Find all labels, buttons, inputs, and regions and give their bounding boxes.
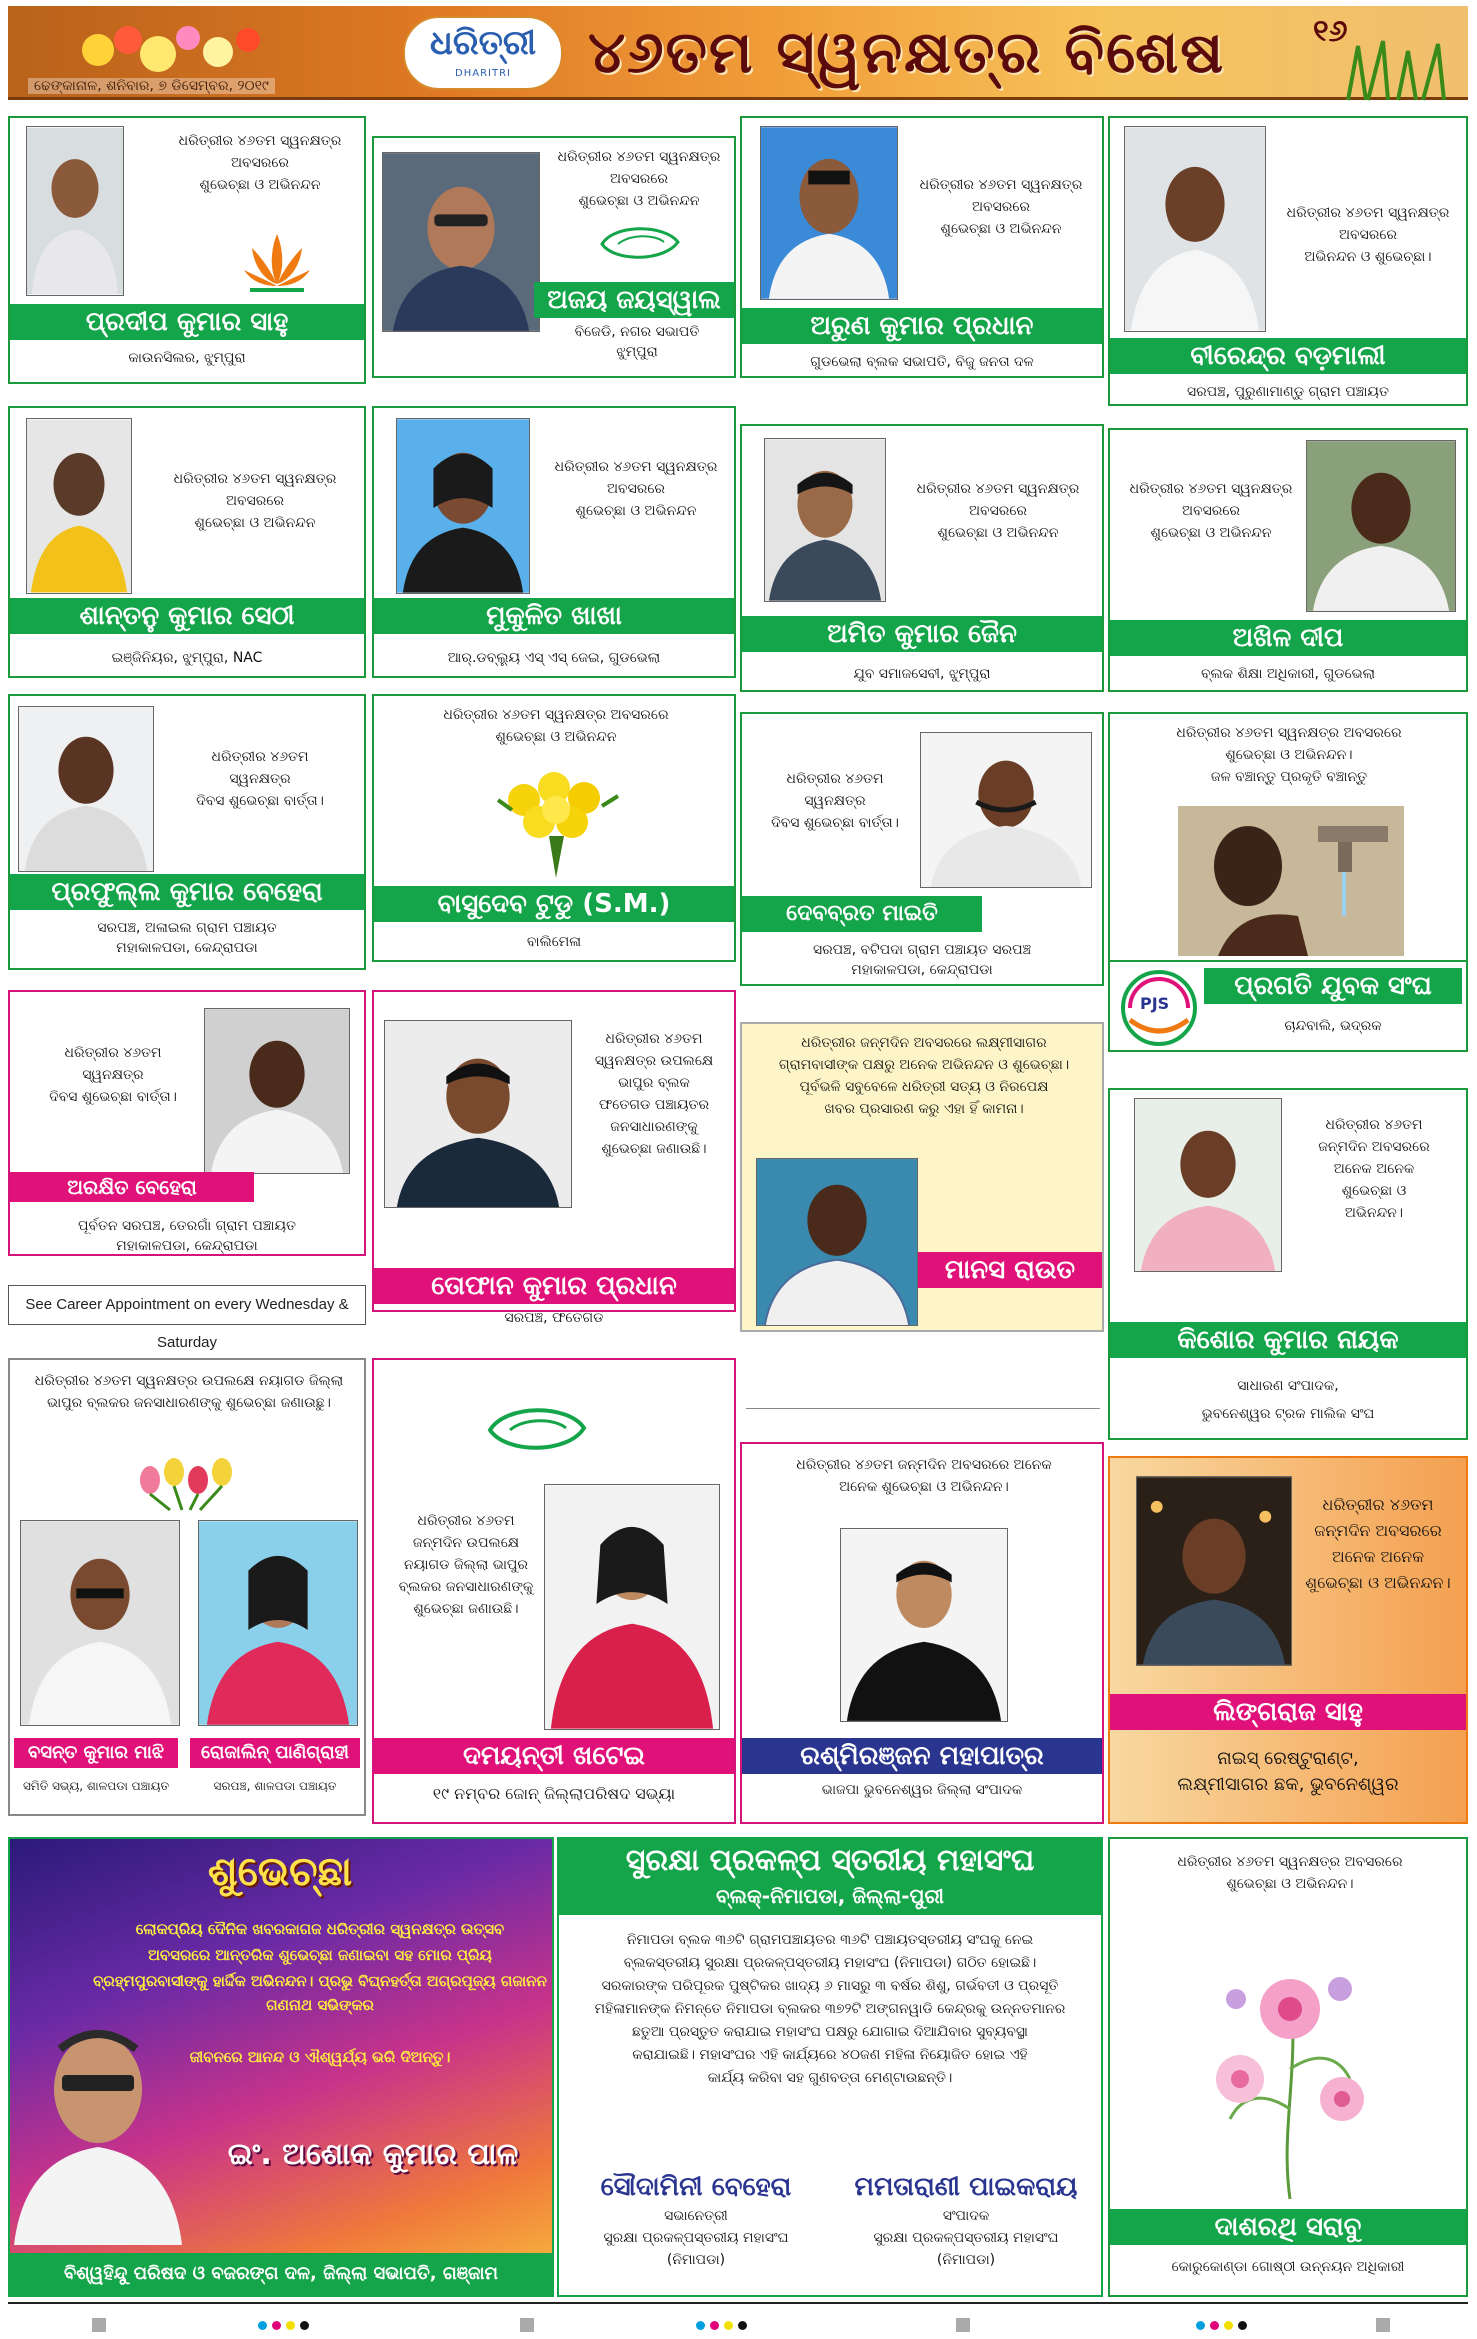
greeting-line: ଶୁଭେଚ୍ଛା ଓ ଅଭିନନ୍ଦନ	[194, 515, 316, 531]
greeting-line: ଜୀବନରେ ଆନନ୍ଦ ଓ ଐଶ୍ୱର୍ଯ୍ୟ ଭରି ଦିଅନ୍ତୁ।	[189, 2048, 451, 2066]
portrait-photo	[760, 126, 898, 300]
greeting-line: ଧରିତ୍ରୀର ୪୬ତମ ସ୍ୱନକ୍ଷତ୍ର ଅବସରରେ	[1176, 725, 1402, 741]
person-name: ବୀରେନ୍ଦ୍ର ବଡ଼ମାଲୀ	[1110, 338, 1466, 374]
greeting-line: ଶୁଭେଚ୍ଛା ଜଣାଉଛି।	[601, 1141, 707, 1157]
grass-decoration-icon	[1338, 36, 1468, 100]
greeting-line: ସ୍ୱନକ୍ଷତ୍ର	[229, 771, 291, 787]
designation: ଲକ୍ଷ୍ମୀସାଗର ଛକ, ଭୁବନେଶ୍ୱର	[1177, 1774, 1399, 1795]
person-name: ସୌଦାମିନୀ ବେହେରା	[600, 2172, 792, 2202]
designation: ସରପଞ୍ଚ, ଶାଳପଡା ପଞ୍ଚାୟତ	[213, 1779, 337, 1793]
yellow-rose-bouquet-icon	[484, 760, 634, 880]
designation: ଭାଜପା ଭୁବନେଶ୍ୱର ଜିଲ୍ଲା ସଂପାଦକ	[821, 1782, 1023, 1798]
greeting-line: ଅବସରରେ	[607, 481, 665, 497]
ad-card	[1108, 116, 1468, 406]
masthead-banner	[8, 6, 1468, 100]
greeting-line: ଧରିତ୍ରୀର ୪୬ତମ ସ୍ୱନକ୍ଷତ୍ର ଉପଲକ୍ଷେ ନୟାଗଡ ଜିଲ୍ଲା	[34, 1373, 344, 1389]
designation: ସୁରକ୍ଷା ପ୍ରକଳ୍ପସ୍ତରୀୟ ମହାସଂଘ	[603, 2230, 789, 2246]
portrait-photo	[10, 1979, 186, 2245]
description-line: କରାଯାଇଛି। ମହାସଂଘର ଏହି କାର୍ଯ୍ୟରେ ୪୦ଜଣ ମହିଳା ନିୟୋଜିତ ହୋଇ ଏହି	[632, 2047, 1028, 2063]
career-notice: See Career Appointment on every Wednesday & Saturday	[8, 1285, 366, 1325]
designation: ବ୍ଲକ ଶିକ୍ଷା ଅଧିକାରୀ, ଗୁଡଭେଲା	[1200, 666, 1376, 682]
greeting-line: ଫତେଗଡ ପଞ୍ଚାୟତର	[598, 1097, 710, 1113]
ad-card	[1108, 960, 1468, 1052]
designation: ମହାକାଳପଡା, କେନ୍ଦ୍ରାପଡା	[116, 1238, 258, 1254]
water-tap-child-photo	[1178, 806, 1404, 956]
ad-card	[372, 1358, 736, 1824]
greeting-line: ଧରିତ୍ରୀର ୪୬ତମ ସ୍ୱନକ୍ଷତ୍ର	[1129, 481, 1293, 497]
designation: ଚାନ୍ଦବାଲି, ଭଦ୍ରକ	[1284, 1018, 1382, 1034]
designation: ଝୁମ୍ପୁରା	[616, 344, 658, 360]
person-name: ବସନ୍ତ କୁମାର ମାଝି	[14, 1738, 178, 1768]
lotus-icon	[240, 226, 314, 296]
greeting-line: ଧରିତ୍ରୀର ୪୬ତମ ଜନ୍ମଦିନ ଅବସରରେ ଅନେକ	[796, 1457, 1052, 1473]
person-name: ଦାଶରଥି ସରାବୁ	[1110, 2209, 1466, 2245]
greeting-line: ଧରିତ୍ରୀର ୪୬ତମ ସ୍ୱନକ୍ଷତ୍ର ଅବସରରେ	[443, 707, 669, 723]
ad-card	[1108, 1837, 1468, 2297]
greeting-line: ଦିବସ ଶୁଭେଚ୍ଛା ବାର୍ତ୍ତା।	[49, 1089, 177, 1105]
greeting-line: ଦିବସ ଶୁଭେଚ୍ଛା ବାର୍ତ୍ତା।	[771, 815, 899, 831]
conch-icon	[482, 1400, 592, 1460]
person-name: ପ୍ରଫୁଲ୍ଲ କୁମାର ବେହେରା	[10, 874, 364, 910]
greeting-line: ଧରିତ୍ରୀର ୪୬ତମ ସ୍ୱନକ୍ଷତ୍ର ଅବସରରେ	[1177, 1854, 1403, 1870]
ad-card	[740, 1442, 1104, 1824]
divider	[746, 1408, 1100, 1409]
greeting-line: ଖବର ପ୍ରସାରଣ କରୁ ଏହା ହିଁ କାମନା।	[824, 1101, 1024, 1117]
conch-icon	[594, 218, 684, 268]
portrait-photo	[1136, 1476, 1292, 1666]
ad-card	[8, 990, 366, 1256]
designation: (ନିମାପଡା)	[666, 2252, 726, 2268]
greeting-line: ଗ୍ରାମବାସୀଙ୍କ ପକ୍ଷରୁ ଅନେକ ଅଭିନନ୍ଦନ ଓ ଶୁଭେଚ୍ଛା।	[778, 1057, 1070, 1073]
dharitri-logo	[403, 16, 563, 90]
portrait-photo	[384, 1020, 572, 1208]
designation: ସମିତି ସଭ୍ୟ, ଶାଳପଡା ପଞ୍ଚାୟତ	[22, 1779, 170, 1793]
portrait-photo	[204, 1008, 350, 1174]
page-title: ୪୬ତମ ସ୍ୱନକ୍ଷତ୍ର ବିଶେଷ	[588, 18, 1226, 86]
person-name: ମୁକୁଳିତ ଖାଖା	[374, 598, 734, 634]
designation: ସରପଞ୍ଚ, ବଟିପଦା ଗ୍ରାମ ପଞ୍ଚାୟତ ସରପଞ୍ଚ	[812, 942, 1032, 958]
flower-illustration-icon	[1180, 1929, 1400, 2199]
greeting-line: ଶୁଭେଚ୍ଛା ଓ ଅଭିନନ୍ଦନ	[940, 221, 1062, 237]
designation: ନାଇସ୍ ରେଷ୍ଟୁରାଣ୍ଟ,	[1217, 1748, 1359, 1769]
ad-card	[372, 990, 736, 1326]
person-name: ଅରୁଣ କୁମାର ପ୍ରଧାନ	[742, 308, 1102, 344]
description-line: ଛତୁଆ ପ୍ରସ୍ତୁତ କରାଯାଇ ମହାସଂଘ ପକ୍ଷରୁ ଯୋଗାଇ ଦିଆଯିବାର ସୁବ୍ୟବସ୍ଥା	[631, 2024, 1028, 2040]
designation: (ନିମାପଡା)	[936, 2252, 996, 2268]
greeting-line: ଭାପୁର ବ୍ଲକ	[618, 1075, 690, 1091]
greeting-line: ଧରିତ୍ରୀର ୪୬ତମ ସ୍ୱନକ୍ଷତ୍ର	[919, 177, 1083, 193]
greeting-line: ଧରିତ୍ରୀର ୪୬ତମ	[64, 1045, 162, 1061]
portrait-photo	[756, 1158, 918, 1326]
designation: ୧୯ ନମ୍ବର ଜୋନ୍ ଜିଲ୍ଲାପରିଷଦ ସଭ୍ୟା	[432, 1784, 676, 1803]
designation: କାଉନସିଲର, ଝୁମ୍ପୁରା	[128, 350, 246, 366]
dateline: ଢେଙ୍କାନାଳ, ଶନିବାର, ୭ ଡିସେମ୍ବର, ୨୦୧୯	[28, 78, 275, 94]
ad-card	[8, 406, 366, 678]
greeting-advertisement	[8, 1837, 554, 2297]
ad-card	[372, 136, 736, 378]
organization-description	[571, 1929, 1089, 2090]
greeting-line: ଅବସରରେ	[610, 171, 668, 187]
portrait-photo	[396, 418, 530, 594]
designation: ବାଲିମେଳା	[526, 934, 582, 950]
designation: ଭୁବନେଶ୍ୱର ଟ୍ରକ ମାଲିକ ସଂଘ	[1201, 1406, 1375, 1422]
person-name: ପ୍ରଦୀପ କୁମାର ସାହୁ	[10, 304, 364, 340]
greeting-line: ଶୁଭେଚ୍ଛା ଓ ଅଭିନନ୍ଦନ	[495, 729, 617, 745]
tulip-bouquet-icon	[130, 1450, 250, 1510]
greeting-line: ଭାପୁର ବ୍ଲକର ଜନସାଧାରଣଙ୍କୁ ଶୁଭେଚ୍ଛା ଜଣାଉଛୁ।	[47, 1395, 331, 1411]
organization-name: ପ୍ରଗତି ଯୁବକ ସଂଘ	[1204, 968, 1462, 1004]
greeting-line: ଧରିତ୍ରୀର ୪୬ତମ ସ୍ୱନକ୍ଷତ୍ର	[557, 149, 721, 165]
portrait-photo	[26, 126, 124, 296]
person-name: ଇଂ. ଅଶୋକ କୁମାର ପାଳ	[227, 2137, 519, 2172]
bottom-rule	[8, 2302, 1468, 2304]
greeting-line: ଧରିତ୍ରୀର ଜନ୍ମଦିନ ଅବସରରେ ଲକ୍ଷ୍ମୀସାଗର	[801, 1035, 1047, 1051]
description-line: କାର୍ଯ୍ୟ କରିବା ସହ ଗୁଣବତ୍ତା ମେଣ୍ଟାଉଛନ୍ତି।	[707, 2070, 953, 2086]
ad-card	[8, 1358, 366, 1816]
signatory-block	[841, 2169, 1091, 2271]
greeting-line: ଶୁଭେଚ୍ଛା ଓ ଅଭିନନ୍ଦନ	[937, 525, 1059, 541]
designation: ସଂପାଦକ	[942, 2208, 990, 2224]
designation: କୋରୁକୋଣ୍ଡା ଗୋଷ୍ଠୀ ଉନ୍ନୟନ ଅଧିକାରୀ	[1171, 2259, 1405, 2275]
greeting-line: ଶୁଭେଚ୍ଛା ଓ ଅଭିନନ୍ଦନ।	[1225, 747, 1353, 763]
page-number: ୧୬	[1313, 14, 1348, 49]
designation: ସରପଞ୍ଚ, ଫତେଗଡ	[504, 1310, 604, 1326]
description-line: ସରକାରଙ୍କ ପରିପୂରକ ପୁଷ୍ଟିକର ଖାଦ୍ୟ ୬ ମାସରୁ ୩ ବର୍ଷର ଶିଶୁ, ଗର୍ଭବତୀ ଓ ପ୍ରସୂତି	[601, 1978, 1059, 1994]
portrait-photo	[1134, 1098, 1282, 1272]
person-name: ଅଖିଳ ଦୀପ	[1110, 620, 1466, 656]
greeting-line: ଶୁଭେଚ୍ଛା ଜଣାଉଛି।	[413, 1601, 519, 1617]
greeting-line: ଅବସରରେ	[969, 503, 1027, 519]
greeting-line: ନୟାଗଡ ଜିଲ୍ଲା ଭାପୁର	[404, 1557, 528, 1573]
person-name: ମମତାରାଣୀ ପାଇକରାୟ	[854, 2172, 1078, 2202]
ad-card	[372, 694, 736, 962]
greeting-line: ଅବସରରେ	[1182, 503, 1240, 519]
logo-text: ଧରିତ୍ରୀ	[429, 23, 537, 63]
ad-card	[372, 406, 736, 678]
greeting-line: ଧରିତ୍ରୀର ୪୬ତମ	[786, 771, 884, 787]
person-name: ରଶ୍ମିରଞ୍ଜନ ମହାପାତ୍ର	[742, 1738, 1102, 1774]
flower-bouquet-icon	[58, 10, 358, 80]
portrait-photo	[26, 418, 132, 594]
ad-card	[1108, 1456, 1468, 1824]
person-name: ଦମୟନ୍ତୀ ଖଟେଇ	[374, 1738, 734, 1774]
greeting-line: ଶୁଭେଚ୍ଛା ଓ ଅଭିନନ୍ଦନ।	[1226, 1876, 1354, 1892]
greeting-line: ସ୍ୱନକ୍ଷତ୍ର ଉପଲକ୍ଷେ	[594, 1053, 714, 1069]
person-name: ଅଜୟ ଜୟସ୍ୱାଲ	[534, 282, 734, 318]
greeting-line: ଧରିତ୍ରୀର ୪୬ତମ ସ୍ୱନକ୍ଷତ୍ର	[554, 459, 718, 475]
greeting-line: ପୂର୍ବଭଳି ସବୁବେଳେ ଧରିତ୍ରୀ ସତ୍ୟ ଓ ନିରପେକ୍ଷ	[799, 1079, 1049, 1095]
greeting-line: ଜଳ ବଞ୍ଚାନ୍ତୁ ପ୍ରକୃତି ବଞ୍ଚାନ୍ତୁ	[1210, 769, 1368, 785]
ad-card	[740, 424, 1104, 692]
ad-card	[8, 116, 366, 384]
logo-subtext: DHARITRI	[455, 68, 511, 79]
print-registration-marks	[0, 2318, 1477, 2334]
person-name: କିଶୋର କୁମାର ନାୟକ	[1110, 1322, 1466, 1358]
greeting-line: ଜନସାଧାରଣଙ୍କୁ	[610, 1119, 698, 1135]
portrait-photo	[1124, 126, 1266, 332]
greeting-line: ଅବସରରେ	[972, 199, 1030, 215]
portrait-photo	[1306, 440, 1456, 612]
person-name: ରୋଜାଲିନ୍ ପାଣିଗ୍ରାହୀ	[190, 1738, 360, 1768]
ad-card	[740, 116, 1104, 378]
designation: ଇଞ୍ଜିନିୟର, ଝୁମ୍ପୁରା, NAC	[111, 650, 263, 666]
designation: ସରପଞ୍ଚ, ଅଳାଇଲ ଗ୍ରାମ ପଞ୍ଚାୟତ	[97, 920, 277, 936]
greeting-line: ସ୍ୱନକ୍ଷତ୍ର	[82, 1067, 144, 1083]
designation: ସରପଞ୍ଚ, ପୁରୁଣାମାଣ୍ଡୁ ଗ୍ରାମ ପଞ୍ଚାୟତ	[1187, 384, 1389, 400]
person-name: ମାନସ ରାଉତ	[918, 1252, 1102, 1288]
designation: ବିଜେଡି, ନଗର ସଭାପତି	[574, 324, 700, 340]
portrait-photo	[840, 1528, 1008, 1722]
greeting-line: ବ୍ରହ୍ମପୁରବାସୀଙ୍କୁ ହାର୍ଦ୍ଦିକ ଅଭିନନ୍ଦନ। ପ୍ରଭୁ ବିଘ୍ନହର୍ତ୍ତା ଅଗ୍ରପୂଜ୍ୟ ଗଜାନନ ଗଣନାଥ ସଭିଙ୍କର	[93, 1972, 547, 2014]
greeting-line: ଧରିତ୍ରୀର ୪୬ତମ	[417, 1513, 515, 1529]
greeting-line: ଜନ୍ମଦିନ ଉପଲକ୍ଷେ	[412, 1535, 520, 1551]
greeting-line: ଶୁଭେଚ୍ଛା ଓ ଅଭିନନ୍ଦନ	[199, 177, 321, 193]
designation: ସୁରକ୍ଷା ପ୍ରକଳ୍ପସ୍ତରୀୟ ମହାସଂଘ	[873, 2230, 1059, 2246]
organization-header	[559, 1839, 1101, 1915]
greeting-line: ସ୍ୱନକ୍ଷତ୍ର	[804, 793, 866, 809]
signatory-block	[571, 2169, 821, 2271]
person-name: ବାସୁଦେବ ଟୁଡୁ (S.M.)	[374, 886, 734, 922]
greeting-line: ଜନ୍ମଦିନ ଅବସରରେ	[1318, 1139, 1430, 1155]
portrait-photo	[20, 1520, 180, 1726]
pjs-logo-text: PJS	[1140, 994, 1170, 1013]
greeting-heading: ଶୁଭେଚ୍ଛା	[207, 1849, 353, 1895]
description-line: ନିମାପଡା ବ୍ଲକ ୩୬ଟି ଗ୍ରାମପଞ୍ଚାୟତର ୩୬ଟି ପଞ୍ଚାୟତସ୍ତରୀୟ ସଂଘକୁ ନେଇ	[626, 1932, 1034, 1948]
person-name: ଅମିତ କୁମାର ଜୈନ	[742, 616, 1102, 652]
greeting-line: ଦିବସ ଶୁଭେଚ୍ଛା ବାର୍ତ୍ତା।	[196, 793, 324, 809]
organization-location: ବ୍ଲକ୍-ନିମାପଡା, ଜିଲ୍ଲା-ପୁରୀ	[715, 1884, 945, 1908]
greeting-line: ଧରିତ୍ରୀର ୪୬ତମ	[605, 1031, 703, 1047]
greeting-line: ଶୁଭେଚ୍ଛା ଓ ଅଭିନନ୍ଦନ।	[1305, 1573, 1451, 1592]
designation: ବିଶ୍ୱହିନ୍ଦୁ ପରିଷଦ ଓ ବଜରଙ୍ଗ ଦଳ, ଜିଲ୍ଲା ସଭାପତି, ଗଞ୍ଜାମ	[10, 2253, 552, 2295]
greeting-line: ଅବସରରେ	[1339, 227, 1397, 243]
greeting-line: ଅବସରରେ	[231, 155, 289, 171]
greeting-line: ଅନେକ ଶୁଭେଚ୍ଛା ଓ ଅଭିନନ୍ଦନ।	[839, 1479, 1009, 1495]
designation: ସଭାନେତ୍ରୀ	[664, 2208, 728, 2224]
designation: ମହାକାଳପଡା, କେନ୍ଦ୍ରାପଡା	[851, 962, 993, 978]
greeting-line: ଅବସରରେ ଆନ୍ତରିକ ଶୁଭେଚ୍ଛା ଜଣାଇବା ସହ ମୋର ପ୍ରିୟ	[148, 1946, 492, 1964]
portrait-photo	[764, 438, 886, 602]
organization-advertisement	[557, 1837, 1103, 2297]
designation: ପୂର୍ବତନ ସରପଞ୍ଚ, ତେରଗାଁ ଗ୍ରାମ ପଞ୍ଚାୟତ	[77, 1218, 297, 1234]
greeting-line: ଧରିତ୍ରୀର ୪୬ତମ	[1322, 1495, 1434, 1514]
person-name: ଲିଙ୍ଗରାଜ ସାହୁ	[1110, 1694, 1466, 1730]
portrait-photo	[18, 706, 154, 872]
greeting-line: ଅନେକ ଅନେକ	[1331, 1547, 1425, 1566]
greeting-line: ଧରିତ୍ରୀର ୪୬ତମ	[1325, 1117, 1423, 1133]
greeting-line: ଅବସରରେ	[226, 493, 284, 509]
greeting-line: ଶୁଭେଚ୍ଛା ଓ ଅଭିନନ୍ଦନ	[1150, 525, 1272, 541]
portrait-photo	[198, 1520, 358, 1726]
ad-card	[1108, 712, 1468, 972]
greeting-line: ଧରିତ୍ରୀର ୪୬ତମ ସ୍ୱନକ୍ଷତ୍ର	[916, 481, 1080, 497]
greeting-line: ଲୋକପ୍ରିୟ ଦୈନିକ ଖବରକାଗଜ ଧରିତ୍ରୀର ସ୍ୱନକ୍ଷତ୍ର ଉତ୍ସବ	[135, 1920, 505, 1938]
designation: ସାଧାରଣ ସଂପାଦକ,	[1237, 1378, 1339, 1394]
greeting-line: ଅଭିନନ୍ଦନ ଓ ଶୁଭେଚ୍ଛା।	[1304, 249, 1432, 265]
ad-card	[1108, 428, 1468, 692]
person-name: ତୋଫାନ କୁମାର ପ୍ରଧାନ	[374, 1268, 734, 1304]
portrait-photo	[920, 732, 1092, 888]
organization-name: ସୁରକ୍ଷା ପ୍ରକଳ୍ପ ସ୍ତରୀୟ ମହାସଂଘ	[625, 1843, 1035, 1878]
person-name: ଦେବବ୍ରତ ମାଇତି	[742, 896, 982, 932]
greeting-line: ଜନ୍ମଦିନ ଅବସରରେ	[1314, 1521, 1442, 1540]
person-name: ଶାନ୍ତନୁ କୁମାର ସେଠୀ	[10, 598, 364, 634]
ad-card	[1108, 1088, 1468, 1440]
person-name: ଅରକ୍ଷିତ ବେହେରା	[10, 1172, 254, 1202]
greeting-line: ଅନେକ ଅନେକ	[1333, 1161, 1415, 1177]
greeting-line: ଅଭିନନ୍ଦନ।	[1344, 1205, 1404, 1221]
greeting-line: ଧରିତ୍ରୀର ୪୬ତମ ସ୍ୱନକ୍ଷତ୍ର	[1286, 205, 1450, 221]
ad-card	[8, 694, 366, 970]
designation: ମହାକାଳପଡା, କେନ୍ଦ୍ରାପଡା	[116, 940, 258, 956]
designation: ଯୁବ ସମାଜସେବୀ, ଝୁମ୍ପୁରା	[853, 666, 991, 682]
description-line: ମହିଳାମାନଙ୍କ ନିମନ୍ତେ ନିମାପଡା ବ୍ଲକର ୩୭୨ଟି ଅଙ୍ଗନୱାଡି କେନ୍ଦ୍ରକୁ ଉନ୍ନତମାନର	[594, 2001, 1066, 2017]
designation: ଆର୍.ଡବ୍ଲ୍ୟୁ ଏସ୍ ଏସ୍ ଜେଇ, ଗୁଡଭେଲା	[447, 650, 661, 666]
greeting-line: ଶୁଭେଚ୍ଛା ଓ	[1341, 1183, 1407, 1199]
greeting-line: ବ୍ଲକର ଜନସାଧାରଣଙ୍କୁ	[398, 1579, 534, 1595]
greeting-line: ଧରିତ୍ରୀର ୪୬ତମ ସ୍ୱନକ୍ଷତ୍ର	[173, 471, 337, 487]
greeting-line: ଶୁଭେଚ୍ଛା ଓ ଅଭିନନ୍ଦନ	[575, 503, 697, 519]
ad-card	[740, 712, 1104, 986]
greeting-line: ଶୁଭେଚ୍ଛା ଓ ଅଭିନନ୍ଦନ	[578, 193, 700, 209]
designation: ଗୁଡଭେଲା ବ୍ଲକ ସଭାପତି, ବିଜୁ ଜନତା ଦଳ	[810, 354, 1034, 370]
ad-card	[740, 1022, 1104, 1332]
greeting-line: ଧରିତ୍ରୀର ୪୬ତମ	[211, 749, 309, 765]
portrait-photo	[544, 1484, 720, 1730]
description-line: ବ୍ଲକସ୍ତରୀୟ ସୁରକ୍ଷା ପ୍ରକଳ୍ପସ୍ତରୀୟ ମହାସଂଘ (ନିମାପଡା) ଗଠିତ ହୋଇଛି।	[623, 1955, 1037, 1971]
portrait-photo	[382, 152, 540, 332]
greeting-line: ଧରିତ୍ରୀର ୪୬ତମ ସ୍ୱନକ୍ଷତ୍ର	[178, 133, 342, 149]
